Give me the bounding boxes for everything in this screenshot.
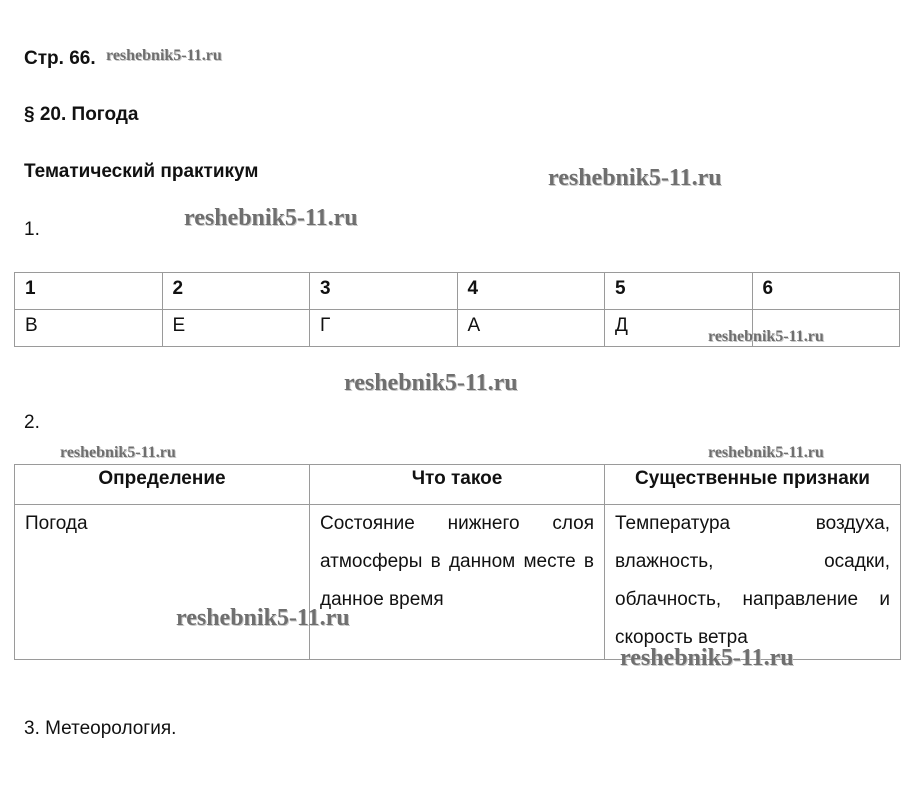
section-title: § 20. Погода	[24, 104, 139, 125]
task-1-answer-cell: Г	[310, 310, 458, 347]
task-1-header-row	[15, 273, 900, 310]
task-1-header-cell: 6	[752, 273, 900, 310]
watermark: reshebnik5-11.ru	[708, 328, 824, 345]
watermark: reshebnik5-11.ru	[184, 205, 358, 231]
watermark: reshebnik5-11.ru	[60, 444, 176, 461]
term-cell: Погода	[15, 505, 310, 660]
column-header-definition: Определение	[15, 465, 310, 505]
watermark: reshebnik5-11.ru	[548, 165, 722, 191]
page-reference: Стр. 66.	[24, 48, 96, 69]
task-2-header-row	[15, 465, 901, 505]
column-header-what-is: Что такое	[310, 465, 605, 505]
watermark: reshebnik5-11.ru	[106, 47, 222, 64]
task-2-definition-table	[14, 464, 901, 660]
definition-cell: Состояние нижнего слоя атмосферы в данном месте в данное время	[310, 505, 605, 660]
task-1-header-cell: 4	[457, 273, 605, 310]
task-1-header-cell: 1	[15, 273, 163, 310]
watermark: reshebnik5-11.ru	[620, 645, 794, 671]
task-1-answer-cell: В	[15, 310, 163, 347]
watermark: reshebnik5-11.ru	[708, 444, 824, 461]
task-1-answer-cell: Д	[605, 310, 753, 347]
watermark: reshebnik5-11.ru	[176, 605, 350, 631]
task-1-header-cell: 3	[310, 273, 458, 310]
task-1-header-cell: 2	[162, 273, 310, 310]
task-2-label: 2.	[24, 412, 40, 433]
task-1-answer-cell: А	[457, 310, 605, 347]
features-cell: Температура воздуха, влажность, осадки, облачность, направление и скорость ветра	[605, 505, 901, 660]
task-1-header-cell: 5	[605, 273, 753, 310]
table-row	[15, 505, 901, 660]
task-1-label: 1.	[24, 219, 40, 240]
practicum-subtitle: Тематический практикум	[24, 161, 259, 182]
watermark: reshebnik5-11.ru	[344, 370, 518, 396]
task-1-answer-cell: Е	[162, 310, 310, 347]
task-3-answer: 3. Метеорология.	[24, 718, 177, 739]
column-header-features: Существенные признаки	[605, 465, 901, 505]
